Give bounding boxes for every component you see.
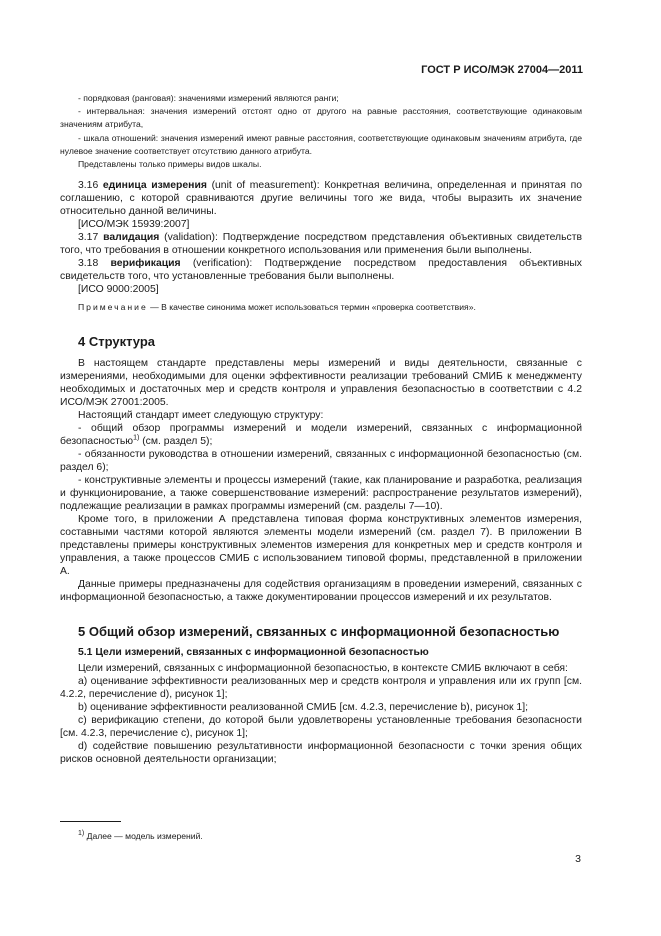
list-item: d) содействие повышению результативности информационной безопасности с точки зрения общих рисков основной деятельности организации; — [60, 741, 582, 766]
list-item: - конструктивные элементы и процессы измерений (такие, как планирование и разработка, реализация и функционирование, а также совершенствование измерений: распространение результатов измерений), подлежащие реализации в рамках программы измерений (см. разделы 7—10). — [60, 475, 582, 513]
term-name: валидация — [103, 232, 160, 244]
footnote-marker: 1) — [78, 830, 85, 838]
paragraph: Цели измерений, связанных с информационной безопасностью, в контексте СМИБ включают в себя: — [78, 663, 568, 675]
term-reference: [ИСО/МЭК 15939:2007] — [78, 219, 190, 231]
term-number: 3.18 — [78, 258, 99, 270]
footnote-text: Далее — модель измерений. — [84, 831, 203, 841]
term-definition: Подтверждение посредством предоставления объективных свидетельств того, что установленные требования были выполнены. — [60, 258, 583, 283]
paragraph: Настоящий стандарт имеет следующую структуру: — [78, 410, 324, 422]
term-english: (unit of measurement): — [206, 180, 325, 192]
term-reference: [ИСО 9000:2005] — [78, 284, 159, 296]
term-name: единица измерения — [102, 180, 207, 192]
page-content — [60, 92, 582, 766]
list-item: - интервальная: значения измерений отстоят одно от другого на равные расстояния, соответствующие одинаковым значениям атрибута, — [60, 106, 582, 130]
page-number: 3 — [575, 853, 581, 865]
running-header: ГОСТ Р ИСО/МЭК 27004—2011 — [421, 64, 583, 76]
list-item: - шкала отношений: значения измерений имеют равные расстояния, соответствующие одинаковым значениям атрибута, где нулевое значение соответствует отсутствию данного атрибута. — [60, 132, 582, 156]
paragraph: В настоящем стандарте представлены меры измерений и виды деятельности, связанные с измерениями, необходимыми для оценки эффективности реализации требований СМИБ к менеджменту необходимых и достаточных мер и средств контроля и управления безопасностью в соответствии с 4.2 ИСО/МЭК 27001:2005. — [60, 358, 582, 409]
note-text: — В качестве синонима может использоваться термин «проверка соответствия». — [147, 302, 476, 313]
term-number: 3.16 — [78, 180, 99, 192]
term-definition: Конкретная величина, определенная и принятая по соглашению, с которой сравниваются другие величины того же вида, чтобы выразить их значение относительно данной величины. — [60, 180, 582, 218]
scale-note: Представлены только примеры видов шкалы. — [78, 159, 262, 170]
paragraph: Кроме того, в приложении А представлена типовая форма конструктивных элементов измерения, составными частями которой являются элементы модели измерений (см. раздел 7). В приложении В представлены примеры конструктивных элементов измерения для конкретных мер и средств контроля и управления, а также процессов СМИБ с использованием типовой формы, представленной в приложении А. — [60, 514, 582, 578]
term-english: (verification): — [180, 258, 265, 270]
scale-types-list — [60, 92, 582, 171]
subsection-heading: 5.1 Цели измерений, связанных с информационной безопасностью — [78, 647, 429, 659]
section-4 — [60, 334, 582, 604]
list-item: - общий обзор программы измерений и модели измерений, связанных с информационной безопасностью$^{1)}$ (см. раздел 5); — [60, 423, 582, 448]
list-item: a) оценивание эффективности реализованных мер и средств контроля и управления или их групп [см. 4.2.2, перечисление d), рисунок 1]; — [60, 676, 582, 701]
list-item: - обязанности руководства в отношении измерений, связанных с информационной безопасностью (см. раздел 6); — [60, 449, 582, 474]
note-label: Примечание — [78, 302, 148, 313]
footnote-marker: 1) — [133, 434, 140, 442]
term-english: (validation): — [159, 232, 223, 244]
section-5 — [60, 624, 582, 766]
list-item: - порядковая (ранговая): значениями измерений являются ранги; — [78, 93, 339, 103]
term-name: верификация — [110, 258, 181, 270]
term-3-18 — [60, 257, 582, 296]
term-definition: Подтверждение посредством представления объективных свидетельств того, что требования в отношении конкретного использования или применения были выполнены. — [60, 232, 583, 257]
footnote — [78, 831, 203, 841]
footnote-divider — [60, 821, 121, 822]
section-heading: 5 Общий обзор измерений, связанных с информационной безопасностью — [78, 624, 560, 640]
term-3-16 — [60, 179, 582, 231]
paragraph: Данные примеры предназначены для содействия организациям в проведении измерений, связанных с информационной безопасностью, а также документировании процессов измерений и их результатов. — [60, 579, 582, 604]
section-heading: 4 Структура — [78, 334, 156, 350]
term-number: 3.17 — [78, 232, 99, 244]
term-note — [60, 301, 582, 314]
list-item: b) оценивание эффективности реализованной СМИБ [см. 4.2.3, перечисление b), рисунок 1]; — [78, 702, 528, 714]
list-item: c) верификацию степени, до которой были удовлетворены установленные требования безопасности [см. 4.2.3, перечисление с), рисунок 1]; — [60, 715, 582, 740]
term-3-17 — [60, 231, 582, 257]
